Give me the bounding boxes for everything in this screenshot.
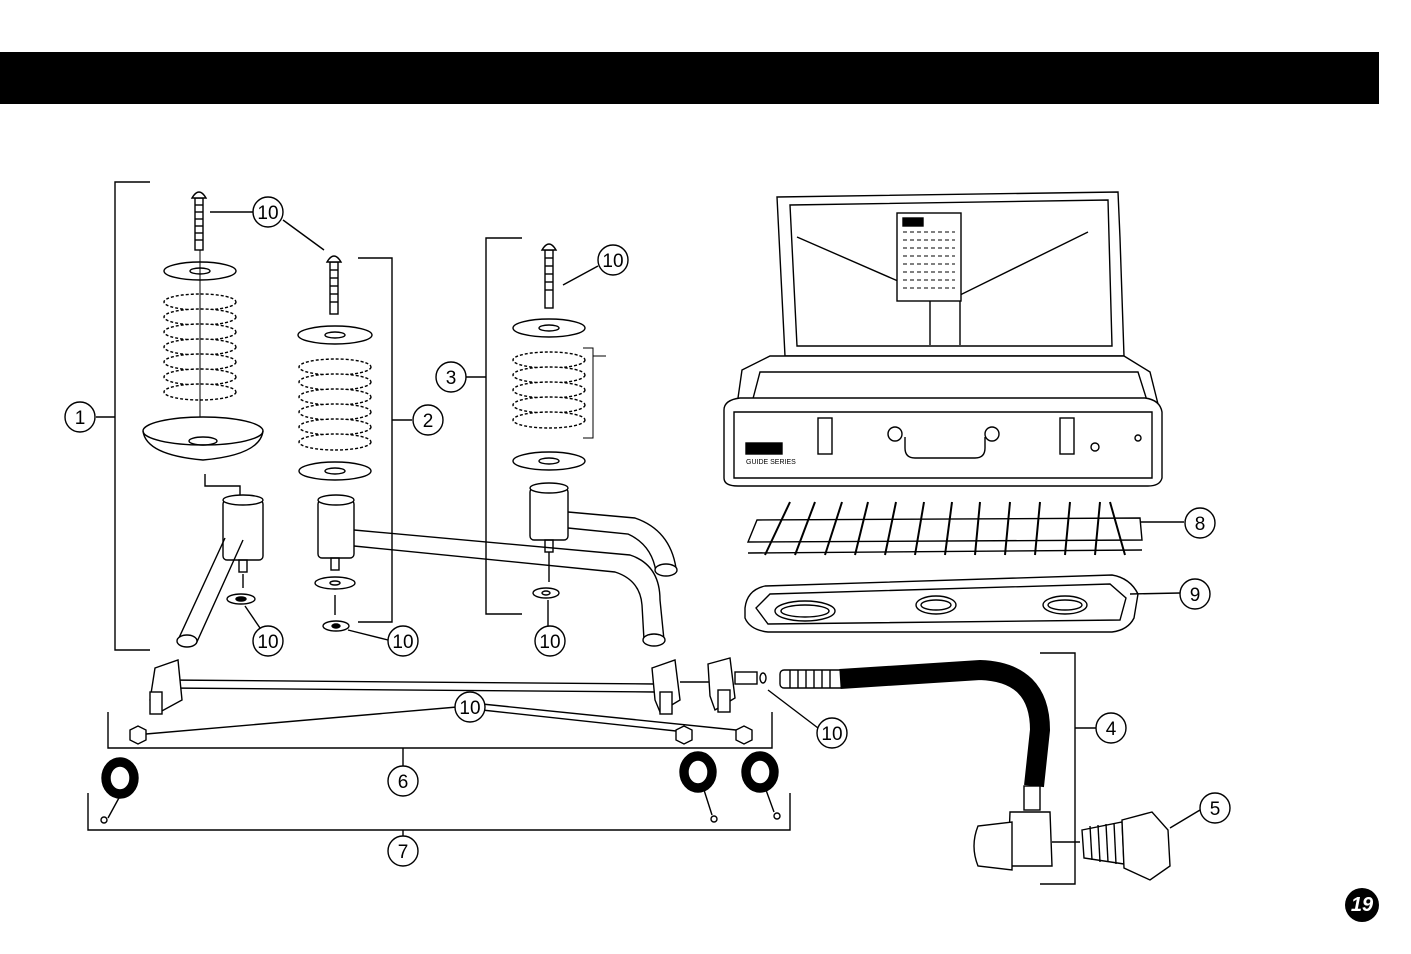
svg-text:4: 4 xyxy=(1105,719,1117,740)
callout-2 xyxy=(413,405,443,435)
svg-text:3: 3 xyxy=(445,368,457,389)
grate xyxy=(748,502,1184,555)
callout-10-c xyxy=(253,626,283,656)
svg-text:1: 1 xyxy=(74,408,86,429)
callout-3 xyxy=(436,362,466,392)
callout-5 xyxy=(1200,793,1230,823)
manifold-assembly xyxy=(88,658,790,836)
callout-10-e xyxy=(535,626,565,656)
svg-text:10: 10 xyxy=(392,632,414,653)
callout-10-f xyxy=(455,692,485,722)
case-label: GUIDE SERIES xyxy=(746,459,796,466)
callout-10-a xyxy=(253,197,283,227)
svg-text:10: 10 xyxy=(257,203,279,224)
svg-text:10: 10 xyxy=(539,632,561,653)
burner-assembly-2 xyxy=(283,220,665,646)
callout-6 xyxy=(388,766,418,796)
callout-10-d xyxy=(388,626,418,656)
svg-text:10: 10 xyxy=(821,724,843,745)
callout-1 xyxy=(65,402,95,432)
page-number: 19 xyxy=(1345,888,1379,922)
hose-assembly xyxy=(768,653,1200,884)
stove-case xyxy=(724,192,1162,486)
burner-assembly-1 xyxy=(96,182,263,650)
callout-4 xyxy=(1096,713,1126,743)
callout-10-g xyxy=(817,718,847,748)
drip-tray xyxy=(745,575,1180,632)
callout-10-b xyxy=(598,245,628,275)
svg-text:6: 6 xyxy=(397,772,409,793)
svg-text:10: 10 xyxy=(459,698,481,719)
svg-text:10: 10 xyxy=(257,632,279,653)
callout-8 xyxy=(1185,508,1215,538)
callout-7 xyxy=(388,836,418,866)
callout-9 xyxy=(1180,579,1210,609)
svg-text:10: 10 xyxy=(602,251,624,272)
svg-text:7: 7 xyxy=(397,842,409,863)
svg-text:2: 2 xyxy=(422,411,434,432)
svg-text:8: 8 xyxy=(1194,514,1206,535)
svg-text:5: 5 xyxy=(1209,799,1221,820)
svg-text:9: 9 xyxy=(1189,585,1201,606)
